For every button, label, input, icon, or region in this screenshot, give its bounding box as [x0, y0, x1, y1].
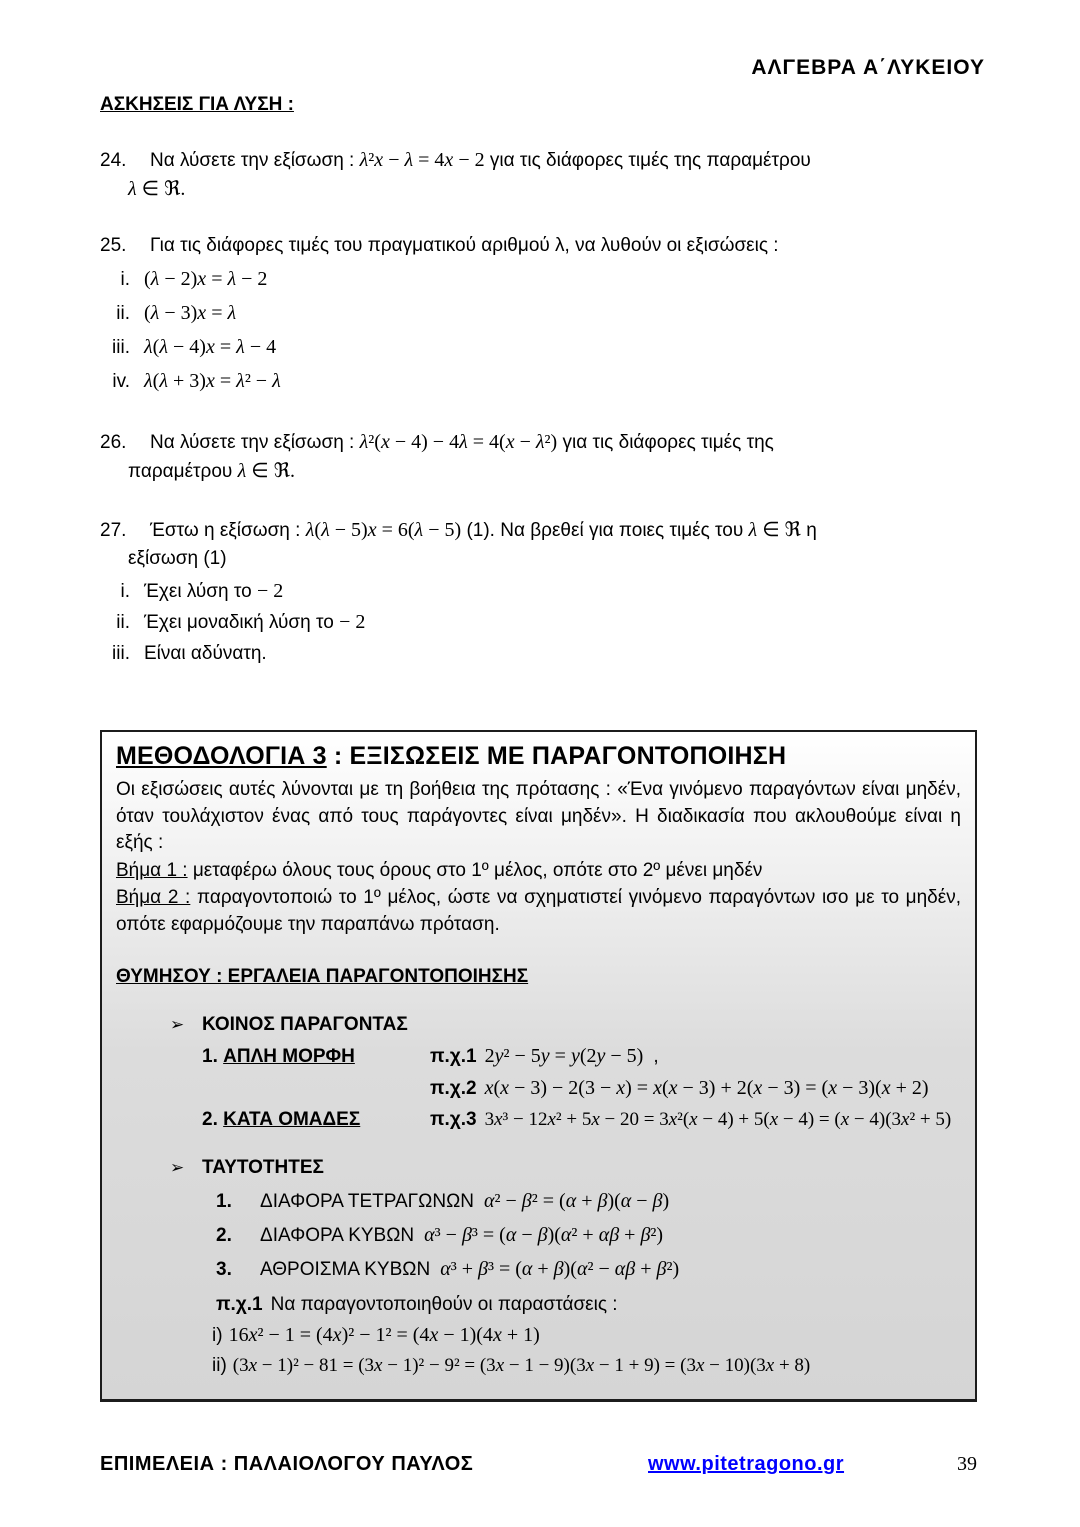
value: − 2	[339, 611, 366, 633]
identity-label: ΑΘΡΟΙΣΜΑ ΚΥΒΩΝ	[260, 1258, 431, 1280]
exercise-25	[100, 232, 985, 396]
cf-item-2	[202, 1109, 430, 1131]
item-text: Είναι αδύνατη.	[144, 643, 267, 664]
exercise-statement	[150, 428, 985, 457]
item-numeral: ii)	[212, 1354, 227, 1376]
page-footer	[100, 1453, 985, 1479]
equation: λ(λ + 3)x = λ² − λ	[144, 370, 281, 392]
exercise-text: Έστω η εξίσωση :	[150, 520, 301, 541]
equation: (λ − 3)x = λ	[144, 302, 237, 324]
list-item	[100, 577, 985, 606]
equation: λ²(x − 4) − 4λ = 4(x − λ²)	[359, 431, 558, 453]
equation: α² − β² = (α + β)(α − β)	[484, 1189, 670, 1212]
identities-list	[116, 1190, 961, 1281]
exercise-text: η	[806, 520, 817, 541]
equation: (λ − 2)x = λ − 2	[144, 268, 268, 290]
exercise-24	[100, 146, 985, 204]
equation: α³ − β³ = (α − β)(α² + αβ + β²)	[424, 1223, 664, 1246]
identity-label: ΔΙΑΦΟΡΑ ΤΕΤΡΑΓΩΝΩΝ	[260, 1190, 474, 1212]
example-label: π.χ.2	[430, 1077, 477, 1099]
item-text: Έχει λύση το − 2	[144, 580, 284, 602]
item-number: 1.	[216, 1190, 232, 1212]
step-1-text: μεταφέρω όλους τους όρους στο 1º μέλος, οπότε στο 2º μένει μηδέν	[187, 859, 763, 881]
exercise-statement: Για τις διάφορες τιμές του πραγματικού αριθμού λ, να λυθούν οι εξισώσεις :	[150, 235, 779, 256]
item-text: Έχει μοναδική λύση το − 2	[144, 611, 366, 633]
factoring-example-ii	[116, 1355, 961, 1377]
equation: λ ∈ ℜ.	[128, 178, 186, 200]
equation: λ²x − λ = 4x − 2	[359, 149, 485, 171]
footer-credit: ΕΠΙΜΕΛΕΙΑ : ΠΑΛΑΙΟΛΟΓΟΥ ΠΑΥΛΟΣ	[100, 1453, 474, 1475]
methodology-box	[100, 730, 977, 1402]
equation: α³ + β³ = (α + β)(α² − αβ + β²)	[440, 1257, 680, 1280]
exercise-number: 27.	[100, 520, 127, 541]
item-number: 2.	[202, 1108, 218, 1130]
example-label: π.χ.1	[216, 1293, 263, 1315]
example-label: π.χ.1	[430, 1045, 477, 1067]
exercise-text: (1). Να βρεθεί για ποιες τιμές του	[466, 520, 744, 541]
equation: 2y² − 5y = y(2y − 5)	[484, 1044, 644, 1067]
exercise-text: για τις διάφορες τιμές της	[562, 432, 774, 453]
cf-example-1	[430, 1045, 961, 1068]
step-2	[116, 884, 961, 938]
identity-row	[216, 1224, 961, 1247]
exercise-text: Να λύσετε την εξίσωση :	[150, 432, 355, 453]
exercise-number: 24.	[100, 150, 127, 171]
exercise-text: για τις διάφορες τιμές της παραμέτρου	[489, 150, 811, 171]
equation: 16x² − 1 = (4x)² − 1² = (4x − 1)(4x + 1)	[228, 1323, 540, 1346]
bullet-label: ΤΑΥΤΟΤΗΤΕΣ	[202, 1156, 324, 1178]
item-label: ΚΑΤΑ ΟΜΑΔΕΣ	[223, 1108, 361, 1130]
methodology-title-number: ΜΕΘΟΔΟΛΟΓΙΑ 3	[116, 742, 327, 770]
arrow-bullet-icon: ➢	[170, 1014, 185, 1034]
step-2-label: Βήμα 2 :	[116, 886, 191, 908]
equation: λ ∈ ℜ.	[237, 460, 295, 482]
arrow-bullet-icon: ➢	[170, 1157, 185, 1177]
identity-row	[216, 1258, 961, 1281]
methodology-intro: Οι εξισώσεις αυτές λύνονται με τη βοήθεια της πρότασης : «Ένα γινόμενο παραγόντων είναι μηδέν, όταν τουλάχιστον ένας από τους παράγοντες είναι μηδέν». Η διαδικασία που ακλουθούμε είναι η εξής :	[116, 779, 961, 853]
item-numeral: i.	[120, 581, 130, 602]
item-label: ΑΠΛΗ ΜΟΡΦΗ	[223, 1045, 355, 1067]
item-numeral: iv.	[112, 371, 130, 392]
step-2-text: παραγοντοποιώ το 1º μέλος, ώστε να σχηματιστεί γινόμενο παραγόντων ισο με το μηδέν, οπότε εφαρμόζουμε την παραπάνω πρόταση.	[116, 886, 962, 935]
equation: 3x³ − 12x² + 5x − 20 = 3x²(x − 4) + 5(x − 4) = (x − 4)(3x² + 5)	[484, 1108, 952, 1130]
section-heading-text: ΑΣΚΗΣΕΙΣ ΓΙΑ ΛΥΣΗ :	[100, 94, 294, 115]
list-item	[100, 265, 985, 294]
bullet-identities	[116, 1157, 961, 1179]
common-factor-grid	[116, 1045, 961, 1131]
exercise-26	[100, 428, 985, 486]
list-item	[100, 333, 985, 362]
equation: (3x − 1)² − 81 = (3x − 1)² − 9² = (3x − 1 − 9)(3x − 1 + 9) = (3x − 10)(3x + 8)	[232, 1354, 811, 1376]
bullet-common-factor	[116, 1014, 961, 1036]
step-1-label: Βήμα 1 :	[116, 859, 188, 881]
equation: λ ∈ ℜ	[748, 519, 801, 541]
item-number: 2.	[216, 1224, 232, 1246]
bullet-label: ΚΟΙΝΟΣ ΠΑΡΑΓΟΝΤΑΣ	[202, 1013, 408, 1035]
factoring-example-i	[116, 1324, 961, 1347]
identity-label: ΔΙΑΦΟΡΑ ΚΥΒΩΝ	[260, 1224, 415, 1246]
remember-heading-text: ΘΥΜΗΣΟΥ : ΕΡΓΑΛΕΙΑ ΠΑΡΑΓΟΝΤΟΠΟΙΗΣΗΣ	[116, 965, 529, 987]
value: − 2	[256, 580, 284, 602]
item-number: 3.	[216, 1258, 232, 1280]
item-numeral: ii.	[116, 303, 130, 324]
cf-example-3	[430, 1109, 961, 1131]
list-item	[100, 608, 985, 637]
methodology-title-rest: : ΕΞΙΣΩΣΕΙΣ ΜΕ ΠΑΡΑΓΟΝΤΟΠΟΙΗΣΗ	[326, 742, 787, 770]
exercise-subitems	[100, 265, 985, 396]
website-link[interactable]: www.pitetragono.gr	[648, 1453, 845, 1475]
page-number: 39	[957, 1453, 977, 1475]
list-item	[100, 299, 985, 328]
exercise-text: εξίσωση (1)	[128, 548, 227, 569]
exercise-statement	[150, 516, 985, 545]
equation: λ(λ − 4)x = λ − 4	[144, 336, 277, 358]
list-item	[100, 367, 985, 396]
item-numeral: iii.	[112, 337, 130, 358]
exercise-number: 25.	[100, 235, 127, 256]
methodology-title	[116, 742, 961, 771]
exercise-statement	[150, 146, 985, 175]
list-item	[100, 639, 985, 668]
comma: ,	[653, 1045, 659, 1067]
exercise-text: Να λύσετε την εξίσωση :	[150, 150, 355, 171]
equation: x(x − 3) − 2(3 − x) = x(x − 3) + 2(x − 3) = (x − 3)(x + 2)	[484, 1076, 929, 1099]
identity-row	[216, 1190, 961, 1213]
example-text: Να παραγοντοποιηθούν οι παραστάσεις :	[270, 1293, 618, 1315]
section-heading	[100, 94, 985, 116]
exercise-text: παραμέτρου	[128, 461, 233, 482]
step-1	[116, 857, 961, 884]
example-label: π.χ.3	[430, 1108, 477, 1130]
item-number: 1.	[202, 1045, 218, 1067]
item-numeral: ii.	[116, 612, 130, 633]
equation: λ(λ − 5)x = 6(λ − 5)	[305, 519, 462, 541]
cf-example-2	[430, 1077, 961, 1100]
factoring-example-heading	[116, 1294, 961, 1316]
cf-item-1	[202, 1046, 430, 1068]
item-numeral: i.	[120, 269, 130, 290]
exercise-subitems	[100, 577, 985, 668]
exercise-number: 26.	[100, 432, 127, 453]
item-numeral: iii.	[112, 643, 130, 664]
page-title: ΑΛΓΕΒΡΑ Α΄ΛΥΚΕΙΟΥ	[751, 56, 985, 79]
remember-heading	[116, 966, 961, 988]
exercise-27	[100, 516, 985, 668]
item-numeral: i)	[212, 1324, 223, 1346]
